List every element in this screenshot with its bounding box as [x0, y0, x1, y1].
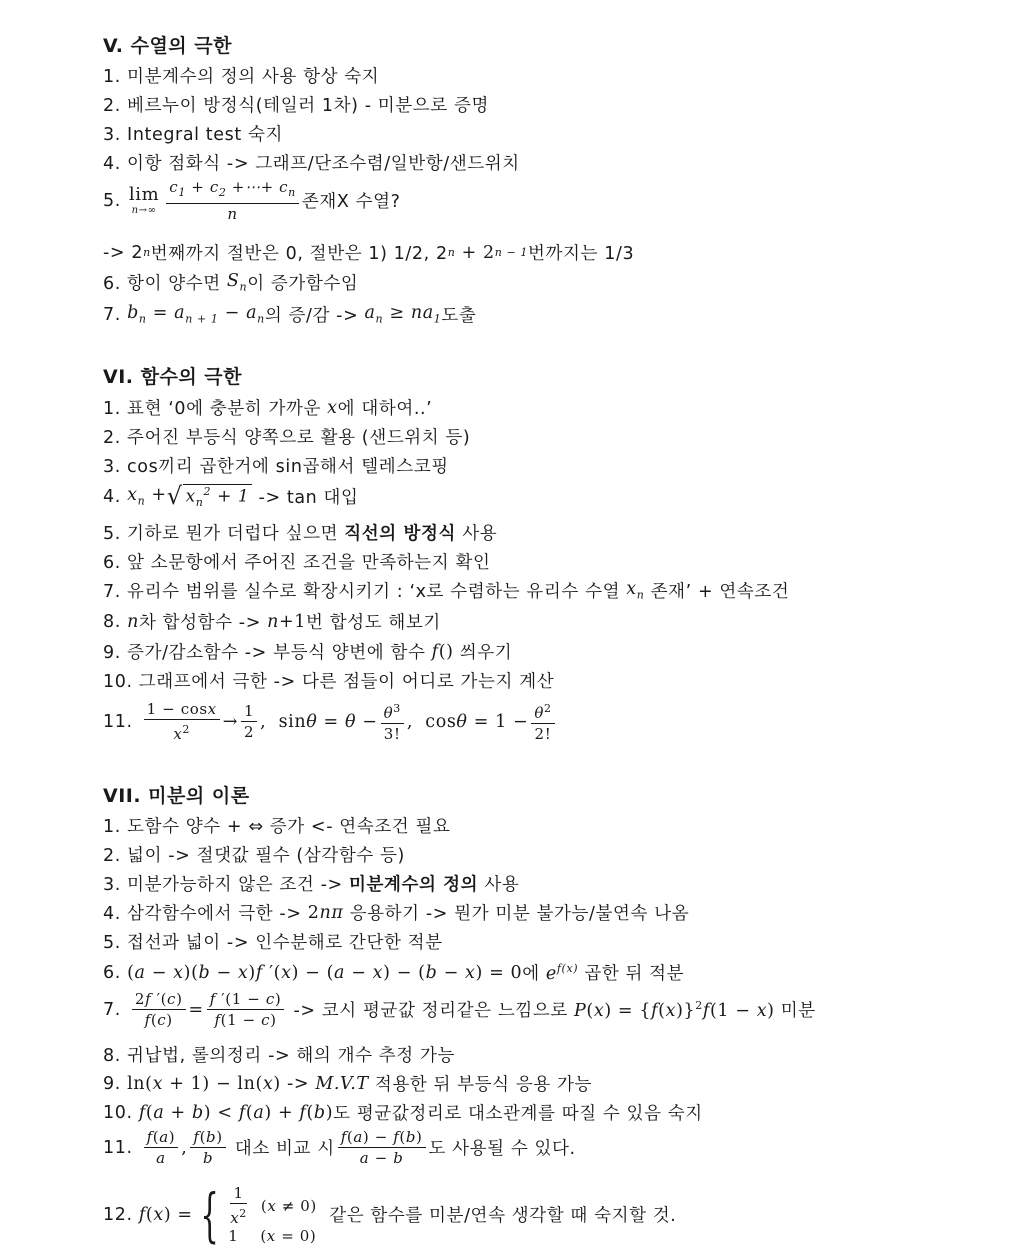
list-item: 4. $x_n$ + √ $x_n^2 + 1$ -> tan 대입 — [103, 482, 359, 510]
fraction: $\frac{1 - \cos x}{x^2}$ — [144, 700, 220, 743]
item-text: 번까지는 1/3 — [528, 244, 635, 264]
fraction: $\frac{f(b)}{b}$ — [190, 1128, 225, 1167]
item-number: 7. — [103, 999, 121, 1020]
bold-text: 직선의 방정식 — [344, 524, 457, 544]
item-text: 씌우기 — [459, 643, 513, 663]
item-text: 에 대하여..’ — [337, 399, 433, 419]
section-title-v: V. 수열의 극한 — [103, 35, 232, 57]
item-text: 에 — [522, 964, 540, 984]
list-item: 6. 앞 소문항에서 주어진 조건을 만족하는지 확인 — [103, 553, 491, 573]
list-item: 8. 귀납법, 롤의정리 -> 해의 개수 추정 가능 — [103, 1046, 455, 1066]
list-item: 9. ln(x + 1) − ln(x) -> M.V.T 적용한 뒤 부등식 응용 가능 — [103, 1071, 592, 1096]
section-title-vi: VI. 함수의 극한 — [103, 366, 242, 388]
list-item: 2. 베르누이 방정식(테일러 1차) - 미분으로 증명 — [103, 96, 489, 116]
list-item: -> 2 n 번째까지 절반은 0, 절반은 1) 1/2, 2 n + 2 n − 1 번까지는 1/3 — [103, 240, 634, 265]
item-text: 의 증/감 -> — [264, 306, 359, 326]
fraction: $\frac{f '(1 - c)}{f(1 - c)}$ — [207, 990, 285, 1029]
list-item: 7. $b_n = a_{n + 1} - a_n$ 의 증/감 -> $a_n \ge na_1$ 도출 — [103, 303, 477, 326]
list-item: 4. 삼각함수에서 극한 -> 2nπ 응용하기 -> 뭔가 미분 불가능/불연속 나옴 — [103, 900, 689, 925]
item-text: 응용하기 -> 뭔가 미분 불가능/불연속 나옴 — [349, 904, 690, 924]
fraction: $\frac{\theta^3}{3!}$ — [381, 700, 404, 743]
item-text: 5. 기하로 뭔가 더럽다 싶으면 — [103, 524, 339, 544]
list-item: 4. 이항 점화식 -> 그래프/단조수렴/일반항/샌드위치 — [103, 154, 520, 174]
item-text: 도 평균값정리로 대소관계를 따질 수 있음 숙지 — [333, 1104, 703, 1124]
list-item: 1. 표현 ‘0에 충분히 가까운 x 에 대하여..’ — [103, 395, 432, 420]
item-text: -> 코시 평균값 정리같은 느낌으로 — [293, 1001, 568, 1021]
item-text: 존재X 수열? — [301, 192, 401, 212]
item-number: 8. — [103, 611, 121, 632]
item-number: 4. — [103, 486, 121, 507]
item-text: 적용한 뒤 부등식 응용 가능 — [374, 1075, 593, 1095]
item-text: 1. 표현 ‘0에 충분히 가까운 — [103, 399, 321, 419]
item-text: 사용 — [462, 524, 498, 544]
item-number: 11. — [103, 711, 133, 732]
section-title-vii: VII. 미분의 이론 — [103, 785, 250, 807]
item-text: 미분 — [780, 1001, 816, 1021]
item-text: 7. 유리수 범위를 실수로 확장시키기 : ‘x로 수렴하는 유리수 수열 — [103, 582, 621, 602]
list-item: 10. 그래프에서 극한 -> 다른 점들이 어디로 가는지 계산 — [103, 672, 555, 692]
item-text: -> tan 대입 — [258, 488, 359, 509]
item-number: 6. — [103, 962, 121, 983]
item-text: 9. 증가/감소함수 -> 부등식 양변에 함수 — [103, 643, 426, 663]
list-item — [103, 520, 497, 545]
fraction: $\frac{\theta^2}{2!}$ — [531, 700, 554, 743]
list-item: 10. f(a + b) < f(a) + f(b) 도 평균값정리로 대소관계를 따질 수 있음 숙지 — [103, 1100, 703, 1125]
item-text: 이 증가함수임 — [247, 274, 359, 294]
list-item: 6. 항이 양수면 $S_n$ 이 증가함수임 — [103, 271, 359, 294]
fraction: $\frac{1}{2}$ — [241, 702, 257, 741]
fraction: $\frac{c_1 + c_2 +\cdots+ c_n}{n}$ — [166, 178, 299, 223]
list-item: 7. $\frac{2f '(c)}{f(c)}$ = $\frac{f '(1 - c)}{f(1 - c)}$ -> 코시 평균값 정리같은 느낌으로 $P(x) = \{f(x)\}^2f(1 - x)$ 미분 — [103, 990, 816, 1029]
item-text: 3. 미분가능하지 않은 조건 -> — [103, 875, 343, 895]
list-item: 5. 접선과 넓이 -> 인수분해로 간단한 적분 — [103, 933, 443, 953]
list-item: 7. 유리수 범위를 실수로 확장시키기 : ‘x로 수렴하는 유리수 수열 $x_n$ 존재’ + 연속조건 — [103, 579, 790, 602]
list-item: 1. 미분계수의 정의 사용 항상 숙지 — [103, 67, 380, 87]
fraction: $\frac{f(a) - f(b)}{a - b}$ — [338, 1128, 426, 1167]
item-number: 11. — [103, 1137, 133, 1158]
list-item — [103, 178, 400, 223]
item-text: 도출 — [441, 306, 477, 326]
item-text: 번 합성도 해보기 — [306, 613, 441, 633]
fraction: $\frac{2f '(c)}{f(c)}$ — [132, 990, 186, 1029]
item-number: 10. — [103, 1102, 133, 1123]
list-item: 2. 넓이 -> 절댓값 필수 (삼각함수 등) — [103, 846, 405, 866]
list-item: 3. Integral test 숙지 — [103, 125, 283, 145]
fraction: $\frac{f(a)}{a}$ — [144, 1128, 179, 1167]
item-text: -> — [287, 1073, 310, 1094]
item-text: 도 사용될 수 있다. — [428, 1139, 576, 1159]
item-number: 12. — [103, 1204, 133, 1225]
bold-text: 미분계수의 정의 — [348, 875, 479, 895]
list-item — [103, 871, 519, 896]
item-text: 존재’ + 연속조건 — [650, 582, 790, 602]
list-item: 1. 도함수 양수 + ⇔ 증가 <- 연속조건 필요 — [103, 817, 451, 837]
item-number: 7. — [103, 304, 121, 325]
list-item: 11. $\frac{f(a)}{a}$ , $\frac{f(b)}{b}$ 대소 비교 시 $\frac{f(a) - f(b)}{a - b}$ 도 사용될 수 있다. — [103, 1128, 576, 1167]
item-number: 9. — [103, 1073, 121, 1094]
list-item: 8. n 차 합성함수 -> n +1 번 합성도 해보기 — [103, 609, 441, 634]
limit-expression: lim n→∞ — [128, 183, 160, 216]
item-text: 차 합성함수 -> — [138, 613, 261, 633]
square-root: √ $x_n^2 + 1$ — [167, 484, 253, 509]
piecewise-function: { $\frac{1}{x^2}$ (x ≠ 0) 1 (x = 0) — [200, 1180, 317, 1249]
list-item: 12. f(x) = { $\frac{1}{x^2}$ (x ≠ 0) 1 (x = 0) 같은 함수를 미분/연속 생각할 때 숙지할 것. — [103, 1180, 677, 1249]
item-text: 6. 항이 양수면 — [103, 274, 221, 294]
item-text: -> 2 — [103, 242, 144, 263]
item-text: 사용 — [484, 875, 520, 895]
list-item: 3. cos끼리 곱한거에 sin곱해서 텔레스코핑 — [103, 457, 449, 477]
item-text: 번째까지 절반은 0, 절반은 1) 1/2, 2 — [150, 244, 448, 264]
list-item: 9. 증가/감소함수 -> 부등식 양변에 함수 f () 씌우기 — [103, 639, 512, 664]
item-text: 대소 비교 시 — [234, 1139, 335, 1159]
list-item: 11. $\frac{1 - \cos x}{x^2}$ → $\frac{1}{2}$ , sinθ = θ − $\frac{\theta^3}{3!}$ , cosθ = 1 − $\frac{\theta^2}{2!}$ — [103, 700, 558, 743]
item-text: 4. 삼각함수에서 극한 -> — [103, 904, 302, 924]
list-item: 2. 주어진 부등식 양쪽으로 활용 (샌드위치 등) — [103, 428, 471, 448]
item-text: 곱한 뒤 적분 — [584, 964, 685, 984]
list-item: 6. (a − x)(b − x)f ′(x) − (a − x) − (b − x) = 0 에 $e^{f(x)}$ 곱한 뒤 적분 — [103, 961, 685, 984]
item-text: 같은 함수를 미분/연속 생각할 때 숙지할 것. — [329, 1206, 677, 1226]
item-number: 5. — [103, 190, 121, 211]
